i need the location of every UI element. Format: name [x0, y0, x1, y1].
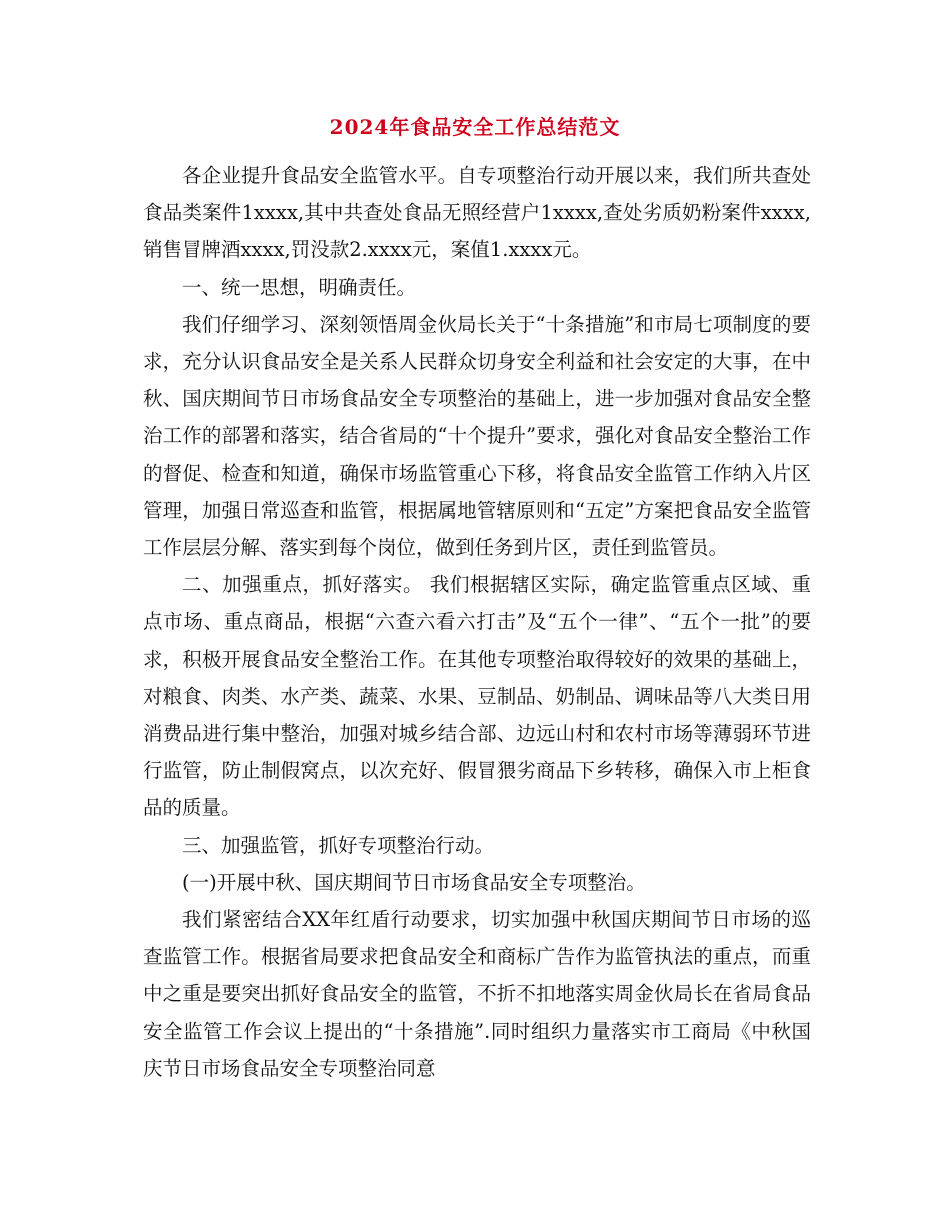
document-title: 2024年食品安全工作总结范文: [329, 115, 621, 139]
heading-subsection-1: (一)开展中秋、国庆期间节日市场食品安全专项整治。: [182, 870, 646, 894]
paragraph-section-2: 二、加强重点，抓好落实。 我们根据辖区实际，确定监管重点区域、重点市场、重点商品，根据“六查六看六打击”及“五个一律”、“五个一批”的要求，积极开展食品安全整治工作。在其他专项整治取得较好的效果的基础上，对粮食、肉类、水产类、蔬菜、水果、豆制品、奶制品、调味品等八大类日用消费品进行集中整治，加强对城乡结合部、边远山村和农村市场等薄弱环节进行监管，防止制假窝点，以次充好、假冒猥劣商品下乡转移，确保入市上柜食品的质量。: [143, 573, 811, 820]
paragraph-section-1: 我们仔细学习、深刻领悟周金伙局长关于“十条措施”和市局七项制度的要求，充分认识食品安全是关系人民群众切身安全利益和社会安定的大事，在中秋、国庆期间节日市场食品安全专项整治的基础上，进一步加强对食品安全整治工作的部署和落实，结合省局的“十个提升”要求，强化对食品安全整治工作的督促、检查和知道，确保市场监管重心下移，将食品安全监管工作纳入片区管理，加强日常巡查和监管，根据属地管辖原则和“五定”方案把食品安全监管工作层层分解、落实到每个岗位，做到任务到片区，责任到监管员。: [143, 312, 811, 560]
document-body: [143, 157, 811, 1087]
heading-section-3: 三、加强监管，抓好专项整治行动。: [182, 833, 495, 857]
paragraph-intro: 各企业提升食品安全监管水平。自专项整治行动开展以来，我们所共查处食品类案件1xxxx,其中共查处食品无照经营户1xxxx,查处劣质奶粉案件xxxx,销售冒牌酒xxxx,罚没款2.xxxx元，案值1.xxxx元。: [143, 164, 811, 262]
heading-section-1: 一、统一思想，明确责任。: [182, 275, 417, 299]
paragraph-subsection-1: 我们紧密结合XX年红盾行动要求，切实加强中秋国庆期间节日市场的巡查监管工作。根据省局要求把食品安全和商标广告作为监管执法的重点，而重中之重是要突出抓好食品安全的监管，不折不扣地落实周金伙局长在省局食品安全监管工作会议上提出的“十条措施”.同时组织力量落实市工商局《中秋国庆节日市场食品安全专项整治同意: [143, 908, 811, 1080]
